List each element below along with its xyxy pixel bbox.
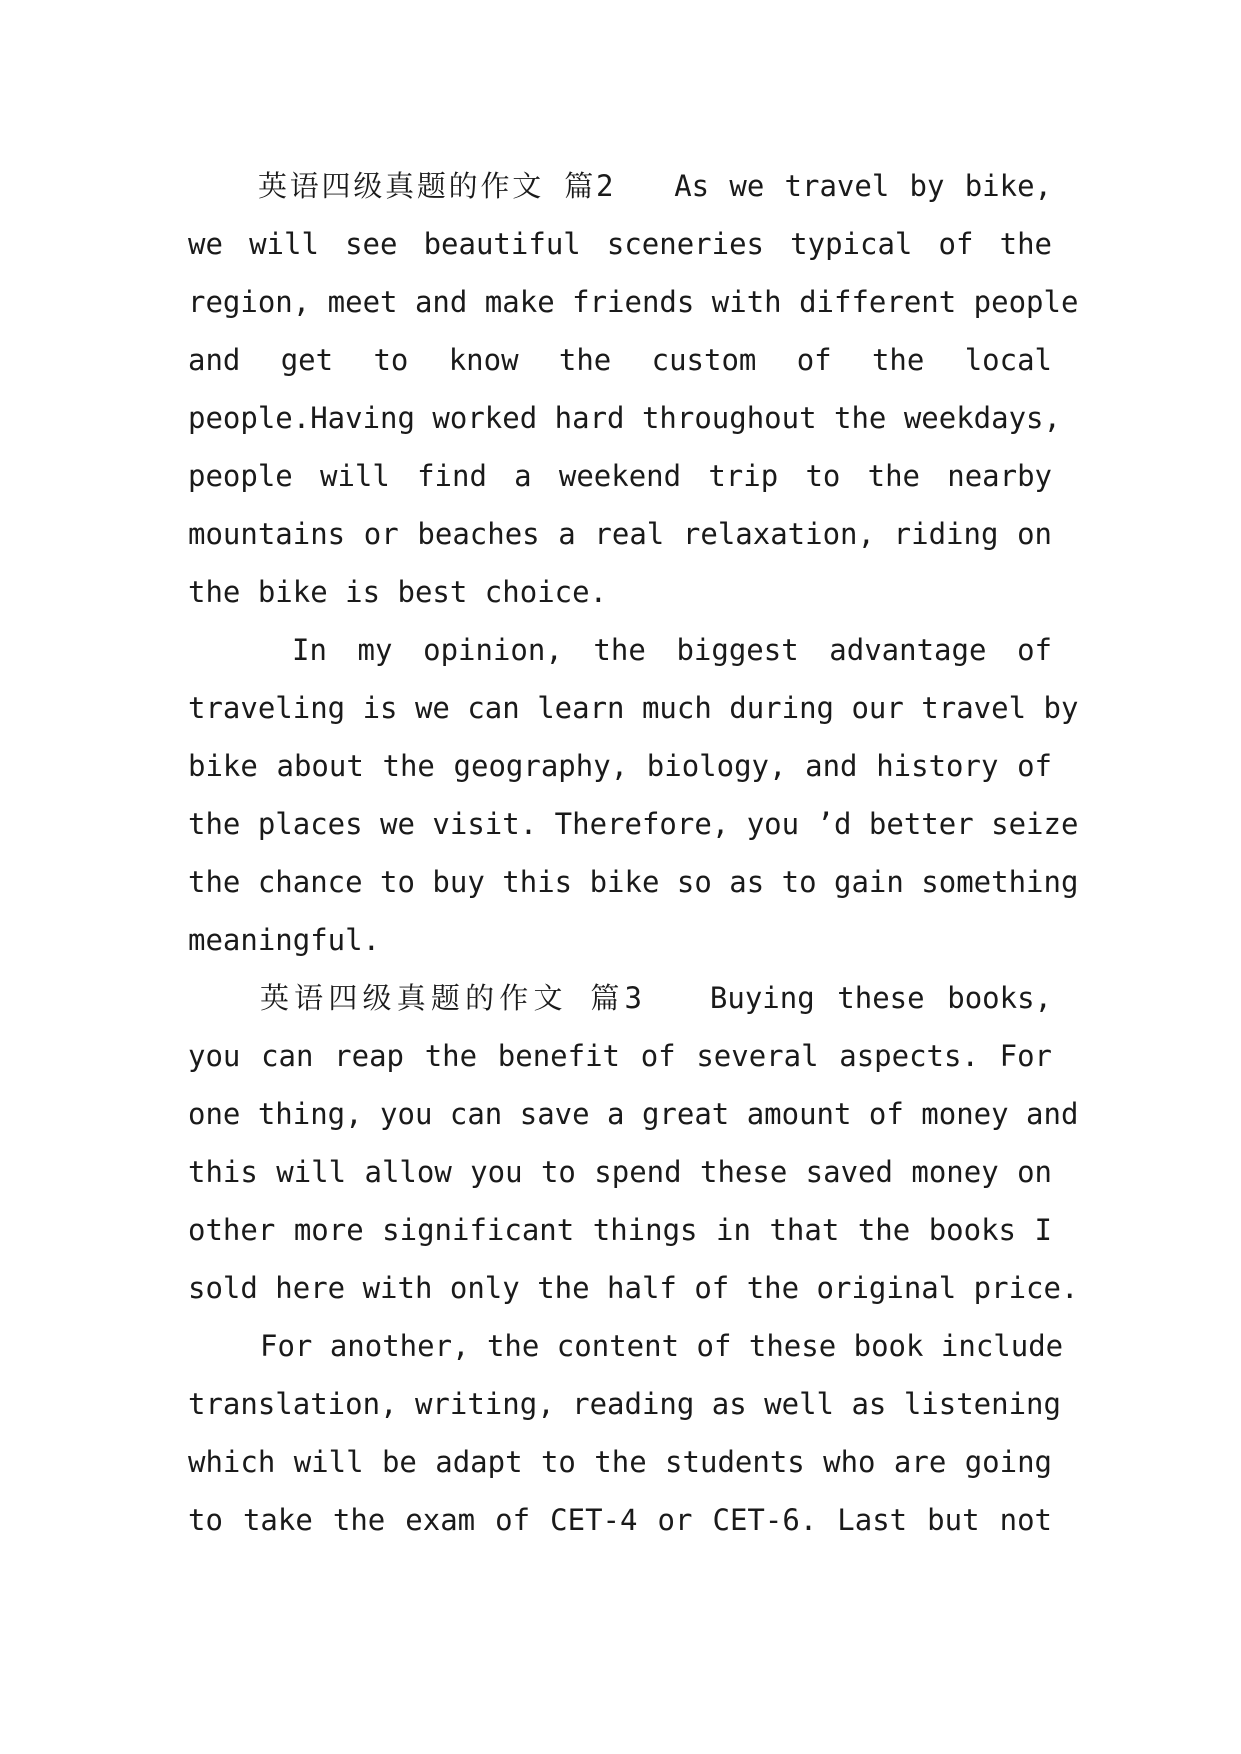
text-line: and get to know the custom of the local <box>188 343 1052 377</box>
text-line: 英语四级真题的作文 篇3 Buying these books, <box>260 981 1052 1015</box>
text-line: In my opinion, the biggest advantage of <box>292 633 1052 667</box>
text-line: people will find a weekend trip to the nearby <box>188 459 1052 493</box>
text-line: you can reap the benefit of several aspects. For <box>188 1039 1052 1073</box>
text-line: traveling is we can learn much during our travel by <box>188 691 1079 725</box>
text-line: we will see beautiful sceneries typical of the <box>188 227 1052 261</box>
text-line: which will be adapt to the students who are going <box>188 1445 1052 1479</box>
text-line: the bike is best choice. <box>188 575 608 609</box>
text-line: mountains or beaches a real relaxation, riding on <box>188 517 1052 551</box>
text-line: For another, the content of these book include <box>260 1329 1064 1363</box>
text-line: one thing, you can save a great amount of money and <box>188 1097 1079 1131</box>
text-line: this will allow you to spend these saved money on <box>188 1155 1052 1189</box>
text-line: 英语四级真题的作文 篇2 As we travel by bike, <box>258 169 1052 203</box>
text-line: region, meet and make friends with different people <box>188 285 1079 319</box>
text-line: people.Having worked hard throughout the weekdays, <box>188 401 1061 435</box>
text-line: the chance to buy this bike so as to gain something <box>188 865 1079 899</box>
text-line: translation, writing, reading as well as listening <box>188 1387 1061 1421</box>
text-line: meaningful. <box>188 923 381 957</box>
text-line: sold here with only the half of the original price. <box>188 1271 1079 1305</box>
text-line: bike about the geography, biology, and history of <box>188 749 1052 783</box>
text-line: to take the exam of CET-4 or CET-6. Last but not <box>188 1503 1052 1537</box>
text-line: the places we visit. Therefore, you ’d better seize <box>188 807 1079 841</box>
text-line: other more significant things in that the books I <box>188 1213 1052 1247</box>
